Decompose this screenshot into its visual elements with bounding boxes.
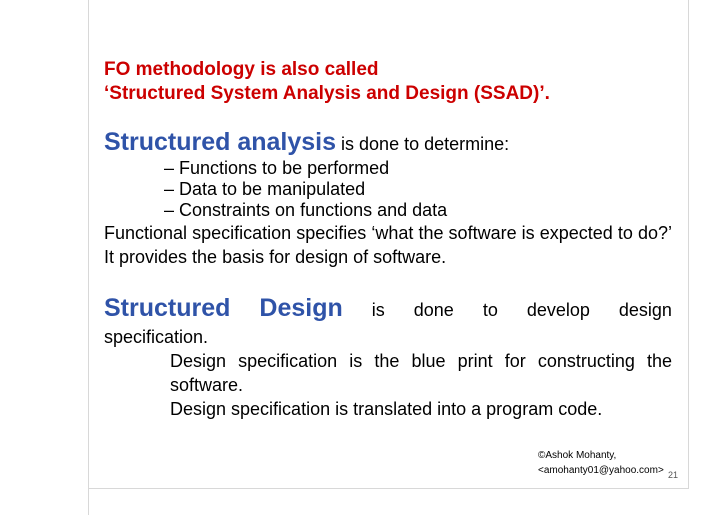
design-lead-tail: specification. <box>104 327 209 347</box>
slide-content <box>104 58 672 421</box>
heading-line-2: ‘Structured System Analysis and Design (SSAD)’. <box>104 83 550 104</box>
analysis-lead <box>104 128 672 158</box>
footer-author: ©Ashok Mohanty, <box>538 450 617 461</box>
design-lead <box>104 293 672 325</box>
bottom-border <box>88 488 688 489</box>
footer-credit <box>538 448 664 478</box>
structured-analysis-section <box>104 128 672 269</box>
design-title-word-1: Structured <box>104 294 231 322</box>
design-title-word-2: Design <box>259 294 343 322</box>
right-border <box>688 0 689 489</box>
analysis-title: Structured analysis <box>104 128 337 156</box>
footer-email: <amohanty01@yahoo.com> <box>538 465 664 476</box>
analysis-lead-text: is done to determine: <box>336 134 510 154</box>
design-item-2: Design specification is translated into a program code. <box>170 399 603 419</box>
functional-spec-paragraph: Functional specification specifies ‘what the software is expected to do?’ It provides the basis for design of software. <box>104 223 672 267</box>
structured-design-section <box>104 293 672 421</box>
analysis-bullet-3: – Constraints on functions and data <box>164 200 448 220</box>
design-lead-word-1: is <box>371 300 385 320</box>
left-border <box>88 0 89 515</box>
page-number: 21 <box>668 470 679 480</box>
design-item-1: Design specification is the blue print for constructing the software. <box>170 351 672 395</box>
analysis-bullet-2: – Data to be manipulated <box>164 179 366 199</box>
design-lead-word-5: design <box>618 300 672 320</box>
design-lead-word-4: develop <box>526 300 590 320</box>
design-lead-word-3: to <box>482 300 498 320</box>
heading-line-1: FO methodology is also called <box>104 59 379 80</box>
design-lead-word-2: done <box>413 300 454 320</box>
analysis-bullet-1: – Functions to be performed <box>164 158 390 178</box>
